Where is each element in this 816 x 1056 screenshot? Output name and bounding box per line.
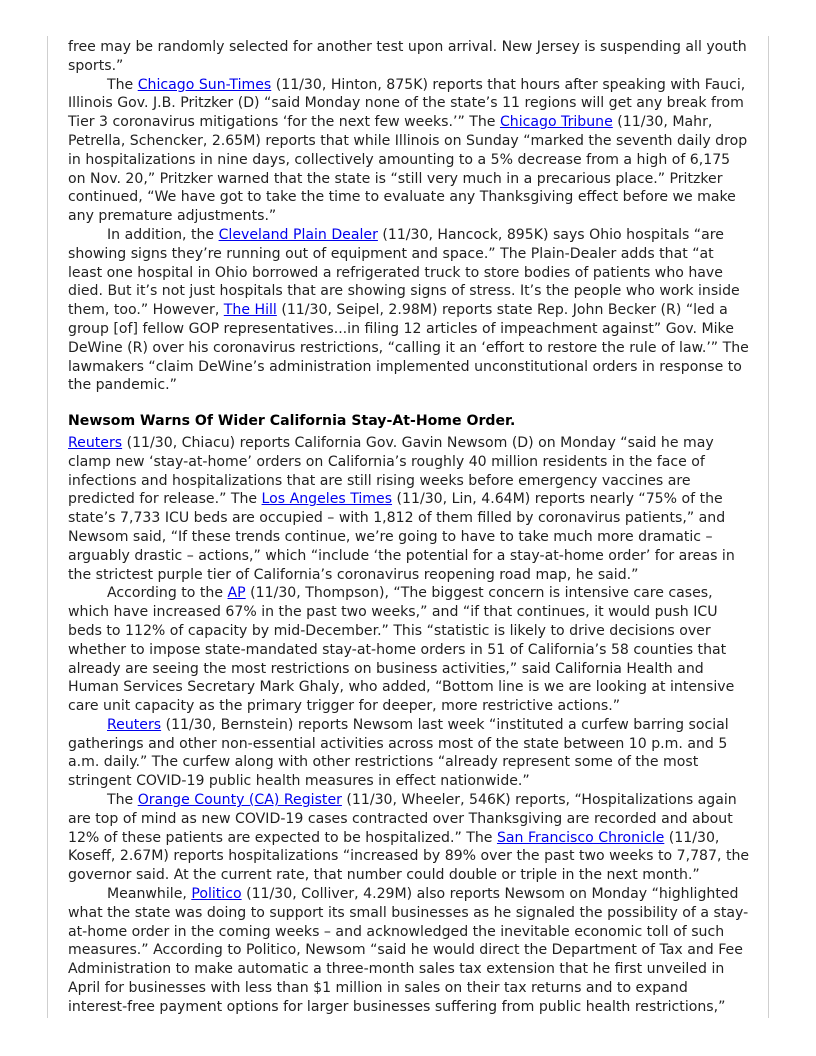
link-ap[interactable]: AP <box>227 585 246 602</box>
link-orange-county-register[interactable]: Orange County (CA) Register <box>137 792 342 809</box>
paragraph-text: (11/30, Chiacu) reports California Gov. Gavin Newsom (D) on Monday “said he may clamp new ‘stay-at-home’ orders on California’s roughly 40 million residents in the face of infections and hospitalizations that are still rising weeks before emergency vaccines are predicted for release.” The <box>68 434 714 508</box>
page-right-rule <box>768 36 769 1018</box>
paragraph-text: Meanwhile, <box>107 886 192 903</box>
paragraph-illinois <box>68 76 750 226</box>
paragraph-text: (11/30, Wheeler, 546K) reports, “Hospitalizations again are top of mind as new COVID-19 cases contracted over Thanksgiving are recorded and about 12% of these patients are expected to be hospitalized.” The <box>68 792 737 846</box>
paragraph-ap <box>68 584 750 716</box>
link-los-angeles-times[interactable]: Los Angeles Times <box>261 491 393 508</box>
link-san-francisco-chronicle[interactable]: San Francisco Chronicle <box>496 829 665 846</box>
paragraph-text: The <box>107 792 138 809</box>
paragraph-text: (11/30, Hinton, 875K) reports that hours after speaking with Fauci, Illinois Gov. J.B. Pritzker (D) “said Monday none of the state’s 11 regions will get any break from Tier 3 coronavirus mitigations ‘for the next few weeks.’” The <box>68 76 746 131</box>
paragraph-text: (11/30, Seipel, 2.98M) reports state Rep. John Becker (R) “led a group [of] fellow GOP representatives...in filing 12 articles of impeachment against” Gov. Mike DeWine (R) over his coronavirus restrictions, “calling it an ‘effort to restore the rule of law.’” The lawmakers “claim DeWine’s administration implemented unconstitutional orders in response to the pandemic.” <box>68 302 749 394</box>
paragraph-newsom-reuters <box>68 434 750 584</box>
paragraph-text: (11/30, Colliver, 4.29M) also reports Newsom on Monday “highlighted what the state was doing to support its small businesses as he signaled the possibility of a stay-at-home order in the coming weeks – and acknowledged the inevitable economic toll of such measures.” According to Politico, Newsom “said he would direct the Department of Tax and Fee Administration to make automatic a three-month sales tax extension that he first unveiled in April for businesses with less than $1 million in sales on their tax returns and to expand interest-free payment options for larger businesses suffering from public health restrictions,” <box>68 886 749 1015</box>
paragraph-text: In addition, the <box>107 226 219 243</box>
link-the-hill[interactable]: The Hill <box>223 302 277 319</box>
paragraph-politico <box>68 885 750 1017</box>
link-chicago-tribune[interactable]: Chicago Tribune <box>499 114 613 131</box>
section-headline: Newsom Warns Of Wider California Stay-At-Home Order. <box>68 413 516 430</box>
paragraph-text: (11/30, Mahr, Petrella, Schencker, 2.65M) reports that while Illinois on Sunday “marked the seventh daily drop in hospitalizations in nine days, collectively amounting to a 5% decrease from a high of 6,175 on Nov. 20,” Pritzker warned that the state is “still very much in a precarious place.” Pritzker continued, “We have got to take the time to evaluate any Thanksgiving effect before we make any premature adjustments.” <box>68 114 748 225</box>
paragraph-text: According to the <box>107 585 228 602</box>
paragraph-text: (11/30, Koseff, 2.67M) reports hospitalizations “increased by 89% over the past two weeks to 7,787, the governor said. At the current rate, that number could double or triple in the next month.” <box>68 829 750 884</box>
paragraph-text: (11/30, Hancock, 895K) says Ohio hospitals “are showing signs they’re running out of equipment and space.” The Plain-Dealer adds that “at least one hospital in Ohio borrowed a refrigerated truck to store bodies of patients who have died. But it’s not just hospitals that are showing signs of stress. It’s the people who work inside them, too.” However, <box>68 226 740 319</box>
paragraph-curfew <box>68 716 750 791</box>
link-reuters[interactable]: Reuters <box>68 434 123 451</box>
paragraph-nj-continuation <box>68 38 750 76</box>
paragraph-text: (11/30, Thompson), “The biggest concern is intensive care cases, which have increased 67% in the past two weeks,” and “if that continues, it would push ICU beds to 112% of capacity by mid-December.” This “statistic is likely to drive decisions over whether to impose state-mandated stay-at-home orders in 51 of California’s 58 counties that already are seeing the most restrictions on business activities,” said California Health and Human Services Secretary Mark Ghaly, who added, “Bottom line is we are looking at intensive care unit capacity as the primary trigger for deeper, more restrictive actions.” <box>68 585 735 715</box>
paragraph-text: The <box>107 76 138 93</box>
paragraph-ohio <box>68 226 750 395</box>
article-body <box>68 38 750 1017</box>
page-left-rule <box>47 36 48 1018</box>
link-chicago-sun-times[interactable]: Chicago Sun-Times <box>137 76 272 93</box>
link-reuters-2[interactable]: Reuters <box>107 716 162 733</box>
paragraph-text: (11/30, Lin, 4.64M) reports nearly “75% of the state’s 7,733 ICU beds are occupied – with 1,812 of them filled by coronavirus patients,” and Newsom said, “If these trends continue, we’re going to have to take much more dramatic – arguably drastic – actions,” which “include ‘the potential for a stay-at-home order’ for areas in the strictest purple tier of California’s coronavirus reopening road map, he said.” <box>68 491 735 583</box>
paragraph-text: (11/30, Bernstein) reports Newsom last week “instituted a curfew barring social gatherings and other non-essential activities across most of the state between 10 p.m. and 5 a.m. daily.” The curfew along with other restrictions “already represent some of the most stringent COVID-19 public health measures in effect nationwide.” <box>68 716 729 790</box>
paragraph-text: free may be randomly selected for another test upon arrival. New Jersey is suspending all youth sports.” <box>68 39 747 74</box>
link-politico[interactable]: Politico <box>191 886 242 903</box>
paragraph-orange-county <box>68 791 750 885</box>
link-cleveland-plain-dealer[interactable]: Cleveland Plain Dealer <box>218 226 378 243</box>
